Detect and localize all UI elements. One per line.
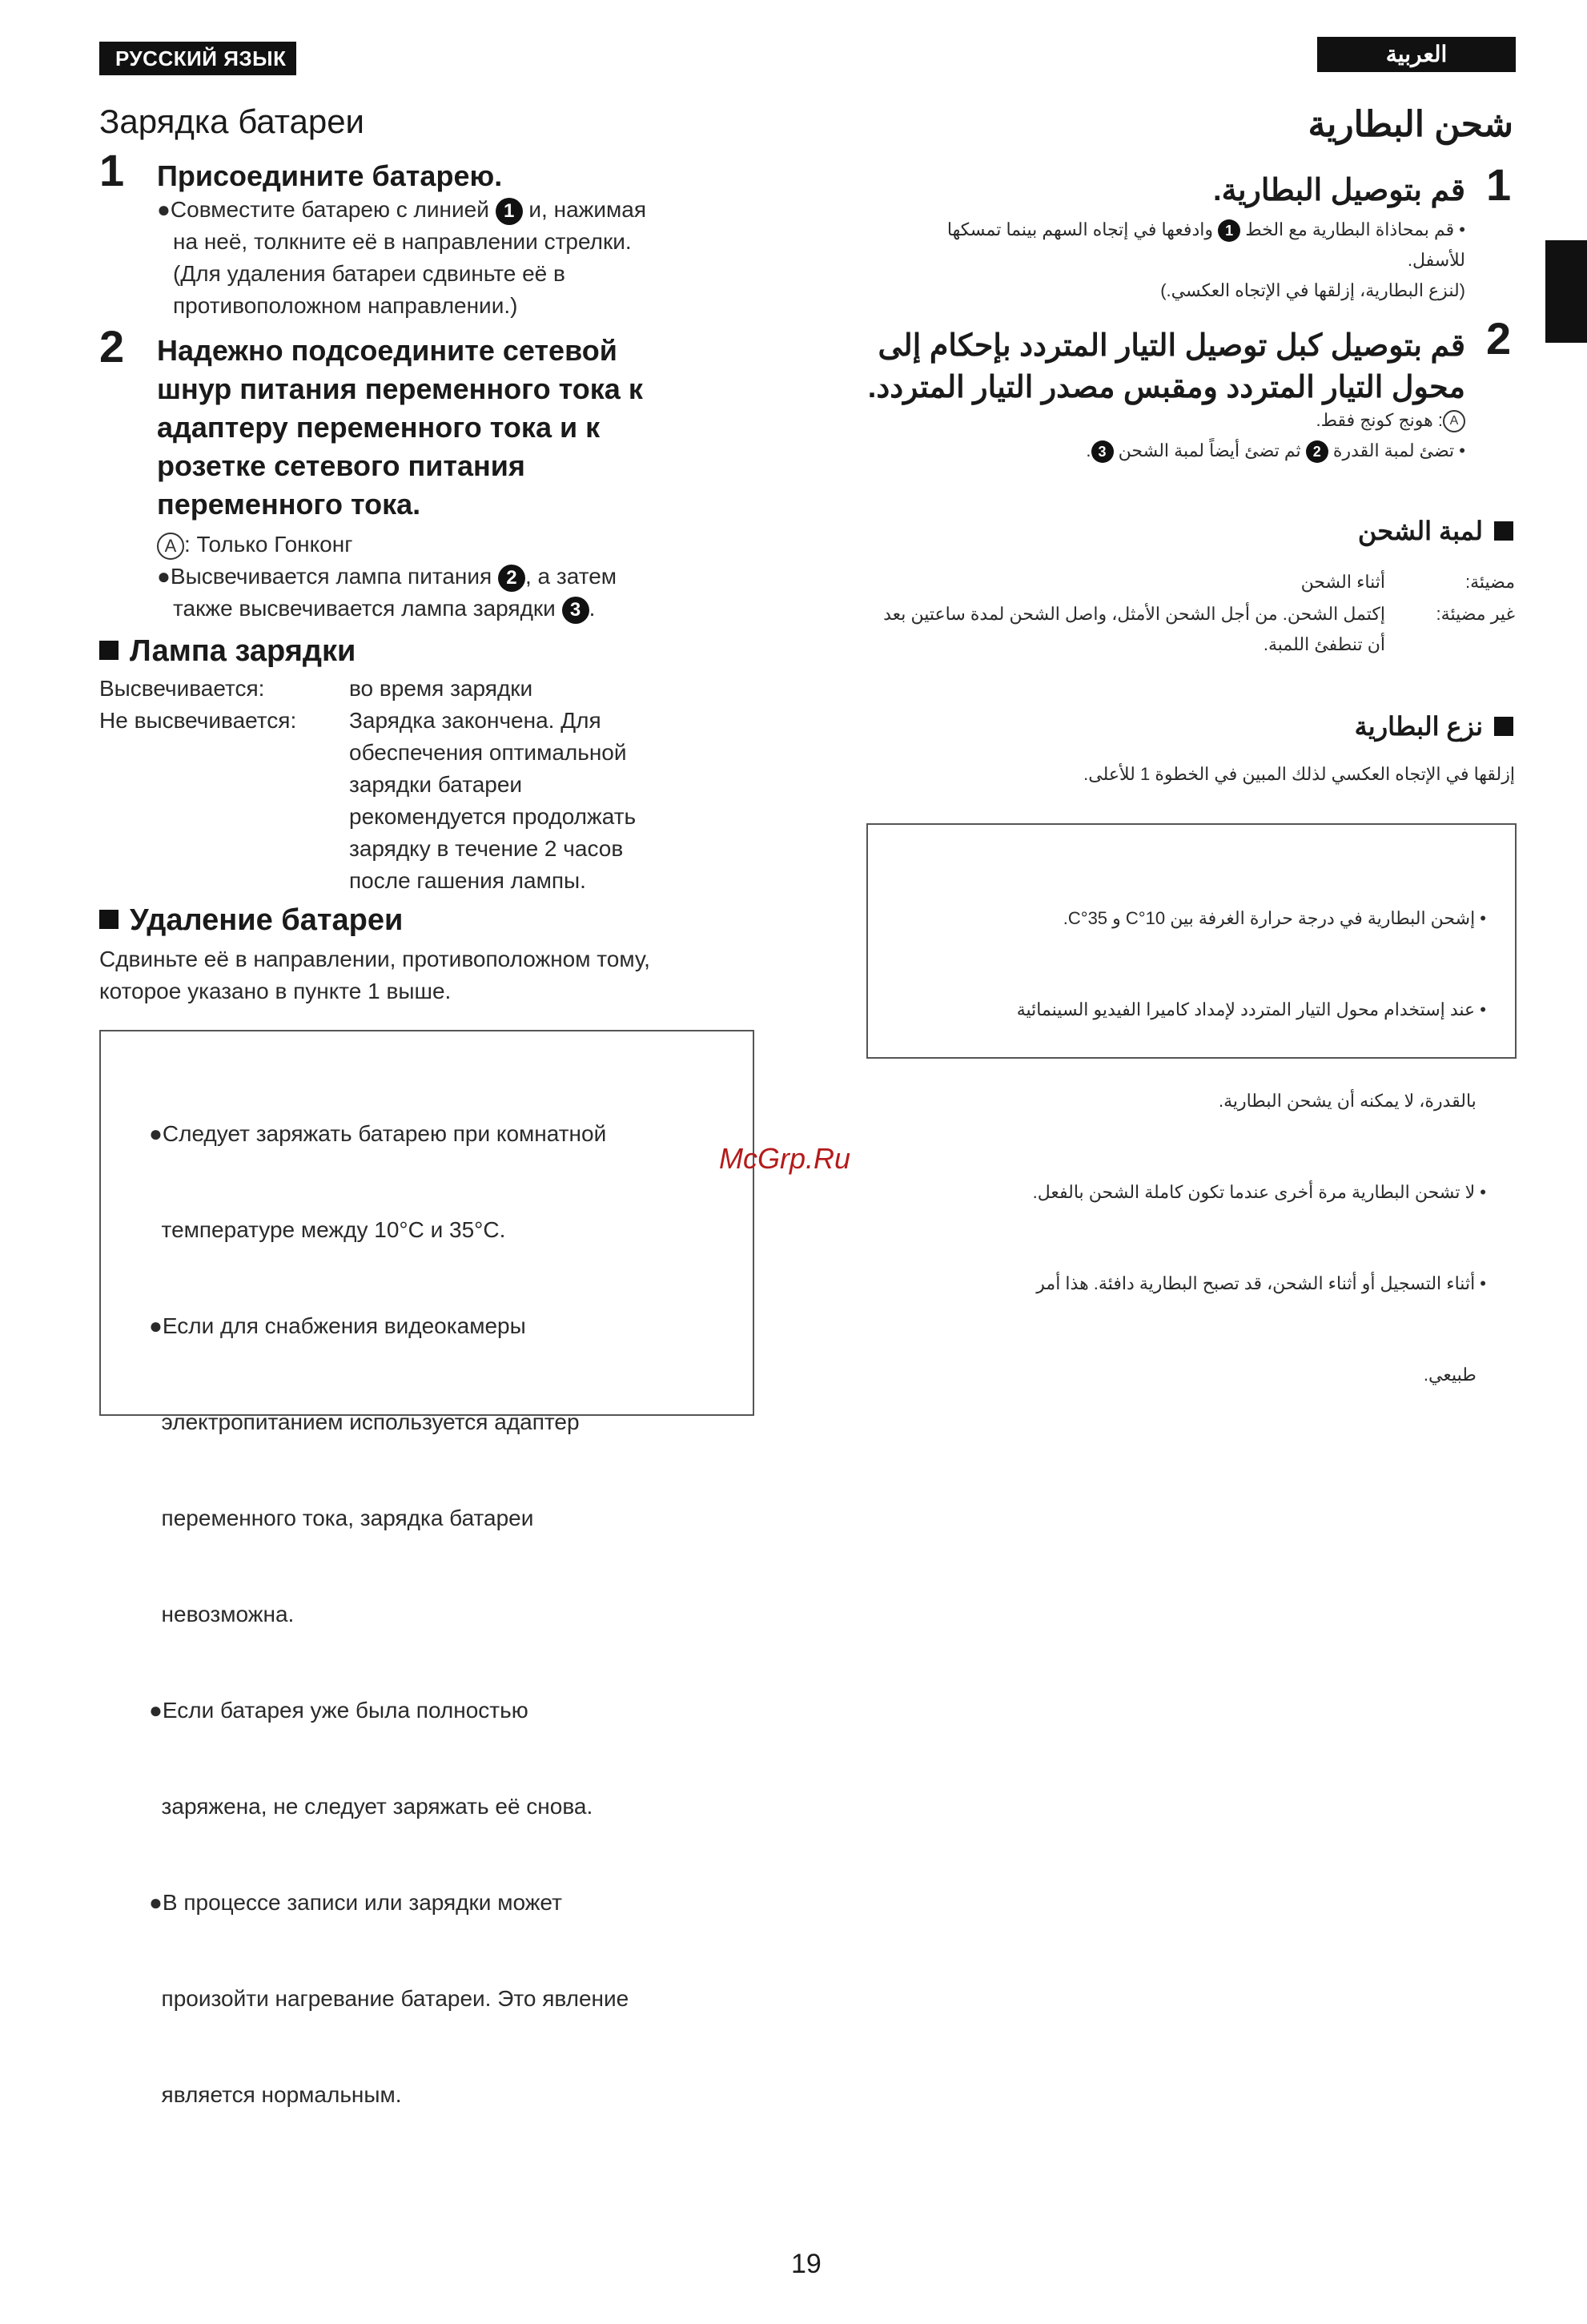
ru-lamp-off-line: зарядку в течение 2 часов xyxy=(349,836,624,861)
ar-note-line: بالقدرة، لا يمكنه أن يشحن البطارية. xyxy=(1218,1091,1486,1111)
ar-step2-title-line: محول التيار المتردد ومقبس مصدر التيار المتردد. xyxy=(867,371,1465,404)
ar-note-line: • أثناء التسجيل أو أثناء الشحن، قد تصبح البطارية دافئة. هذا أمر xyxy=(1036,1273,1486,1293)
ru-page-title: Зарядка батареи xyxy=(99,103,365,140)
ru-lamp-off-line: после гашения лампы. xyxy=(349,868,586,893)
ar-step2-line: • تضئ لمبة القدرة xyxy=(1332,440,1465,460)
ar-step2-note: : هونج كونج فقط. xyxy=(1316,410,1443,430)
ru-lamp-off-value xyxy=(349,705,765,897)
ru-removal-line: Сдвиньте её в направлении, противоположном тому, xyxy=(99,947,650,971)
ru-note-line: ●Если батарея уже была полностью xyxy=(149,1698,528,1723)
ru-lamp-heading xyxy=(99,634,356,669)
ar-lamp-off-value xyxy=(865,599,1385,660)
ru-step2-title-line: розетке сетевого питания xyxy=(157,449,525,482)
ru-step1-title: Присоедините батарею. xyxy=(157,159,503,192)
ar-lamp-on-label: مضيئة: xyxy=(1464,572,1515,592)
ru-note-line: заряжена, не следует заряжать её снова. xyxy=(149,1794,593,1819)
ar-step2-line-end: . xyxy=(1086,440,1091,460)
ru-lamp-off-line: обеспечения оптимальной xyxy=(349,740,627,765)
ar-lamp-off-line: أن تنطفئ اللمبة. xyxy=(1263,634,1385,654)
ar-lamp-heading-text: لمبة الشحن xyxy=(1357,517,1483,545)
ru-step2-title-line: шнур питания переменного тока к xyxy=(157,372,643,405)
page-number: 19 xyxy=(791,2249,822,2279)
watermark: McGrp.Ru xyxy=(719,1142,851,1175)
ar-removal-heading xyxy=(1121,711,1513,742)
ru-step1-line: противоположном направлении.) xyxy=(173,293,518,318)
ar-note-line: • لا تشحن البطارية مرة أخرى عندما تكون كاملة الشحن بالفعل. xyxy=(1032,1182,1486,1202)
ar-note-line: طبيعي. xyxy=(1423,1365,1486,1385)
ar-step2-body xyxy=(881,405,1465,466)
ar-step2-title-line: قم بتوصيل كبل توصيل التيار المتردد بإحكام إلى xyxy=(878,329,1465,363)
ru-step2-title-line: адаптеру переменного тока и к xyxy=(157,411,601,444)
russian-language-tag: РУССКИЙ ЯЗЫК xyxy=(99,42,296,75)
ru-removal-line: которое указано в пункте 1 выше. xyxy=(99,979,452,1003)
ru-step2-number: 2 xyxy=(99,321,125,372)
ru-step1-number: 1 xyxy=(99,145,125,195)
marker-2-icon: 2 xyxy=(498,565,525,592)
ru-step1-body xyxy=(157,194,765,322)
square-bullet-icon xyxy=(1494,521,1513,541)
ru-note-line: переменного тока, зарядка батареи xyxy=(149,1506,534,1530)
ru-lamp-off-line: Зарядка закончена. Для xyxy=(349,708,601,733)
ru-step1-bullet-text: ●Совместите батарею с линией xyxy=(157,197,489,222)
ar-step2-number: 2 xyxy=(1486,313,1512,364)
ar-step1-line: للأسفل. xyxy=(1407,250,1465,270)
ar-lamp-on-value: أثناء الشحن xyxy=(1300,572,1385,592)
ru-note-line: является нормальным. xyxy=(149,2082,402,2107)
ru-lamp-off-line: рекомендуется продолжать xyxy=(349,804,637,829)
ru-step1-line: на неё, толкните её в направлении стрелки. xyxy=(173,229,632,254)
ar-step1-title: قم بتوصيل البطارية. xyxy=(1213,174,1465,207)
ar-lamp-off-line: إكتمل الشحن. من أجل الشحن الأمثل، واصل الشحن لمدة ساعتين بعد xyxy=(883,604,1385,624)
ru-step1-bullet-end: и, нажимая xyxy=(522,197,647,222)
ru-lamp-heading-text: Лампа зарядки xyxy=(130,634,356,668)
ar-page-title: شحن البطارية xyxy=(1308,105,1513,144)
ru-lamp-on-value: во время зарядки xyxy=(349,676,533,701)
ar-note-line: • عند إستخدام محول التيار المتردد لإمداد كاميرا الفيديو السينمائية xyxy=(1016,999,1486,1019)
section-edge-marker xyxy=(1545,240,1587,343)
ru-removal-text xyxy=(99,943,772,1007)
ar-step2-line: ثم تضئ أيضاً لمبة الشحن xyxy=(1118,440,1301,460)
ru-lamp-on-label: Высвечивается: xyxy=(99,676,265,701)
ar-step2-title xyxy=(833,325,1465,408)
ar-note-line: • إشحن البطارية في درجة حرارة الغرفة بين 10°C و 35°C. xyxy=(1063,908,1486,928)
ru-removal-heading xyxy=(99,903,403,938)
square-bullet-icon xyxy=(99,641,119,660)
marker-a-icon: A xyxy=(1443,410,1465,432)
ru-lamp-off-label: Не высвечивается: xyxy=(99,708,297,733)
ru-lamp-off-line: зарядки батареи xyxy=(349,772,523,797)
ar-notes-box xyxy=(866,823,1517,1385)
ar-step1-line: وادفعها في إتجاه السهم بينما تمسكها xyxy=(946,219,1213,239)
ar-removal-heading-text: نزع البطارية xyxy=(1354,712,1483,741)
ru-step2-line-end: . xyxy=(589,596,596,621)
ru-note-line: произойти нагревание батареи. Это явление xyxy=(149,1986,629,2011)
ru-step2-line: также высвечивается лампа зарядки xyxy=(173,596,556,621)
marker-a-icon: A xyxy=(157,533,184,560)
ru-step2-title xyxy=(157,332,781,524)
ru-note-line: ●Если для снабжения видеокамеры xyxy=(149,1313,526,1338)
ar-step1-line: (لنزع البطارية، إزلقها في الإتجاه العكسي.) xyxy=(1160,280,1465,300)
ru-notes-box xyxy=(99,1030,754,2107)
ru-note-line: невозможна. xyxy=(149,1602,295,1626)
ru-removal-heading-text: Удаление батареи xyxy=(130,903,404,937)
marker-3-icon: 3 xyxy=(562,597,589,624)
ru-step2-title-line: переменного тока. xyxy=(157,488,421,521)
ru-note-line: ●Следует заряжать батарею при комнатной xyxy=(149,1121,607,1146)
ar-lamp-heading xyxy=(1121,516,1513,546)
marker-3-icon: 3 xyxy=(1091,440,1114,463)
ru-note-line: электропитанием используется адаптер xyxy=(149,1409,580,1434)
ar-step1-number: 1 xyxy=(1486,159,1512,210)
ru-step1-line: (Для удаления батареи сдвиньте её в xyxy=(173,261,565,286)
marker-1-icon: 1 xyxy=(1218,219,1240,242)
marker-1-icon: 1 xyxy=(496,198,523,225)
ru-step2-bullet-end: , а затем xyxy=(524,564,617,589)
square-bullet-icon xyxy=(99,910,119,929)
marker-2-icon: 2 xyxy=(1306,440,1328,463)
ru-step2-bullet-text: ●Высвечивается лампа питания xyxy=(157,564,492,589)
ru-step2-body xyxy=(157,529,781,625)
arabic-language-tag: العربية xyxy=(1317,37,1516,72)
ar-step1-line: • قم بمحاذاة البطارية مع الخط xyxy=(1245,219,1465,239)
ar-lamp-off-label: غير مضيئة: xyxy=(1436,604,1515,624)
ru-step2-title-line: Надежно подсоедините сетевой xyxy=(157,334,617,367)
ar-step1-body xyxy=(881,215,1465,306)
ru-note-line: ●В процессе записи или зарядки может xyxy=(149,1890,562,1915)
ru-step2-note: : Только Гонконг xyxy=(184,532,353,557)
square-bullet-icon xyxy=(1494,717,1513,736)
ru-note-line: температуре между 10°C и 35°C. xyxy=(149,1217,506,1242)
ar-removal-text: إزلقها في الإتجاه العكسي لذلك المبين في الخطوة 1 للأعلى. xyxy=(1083,764,1515,784)
